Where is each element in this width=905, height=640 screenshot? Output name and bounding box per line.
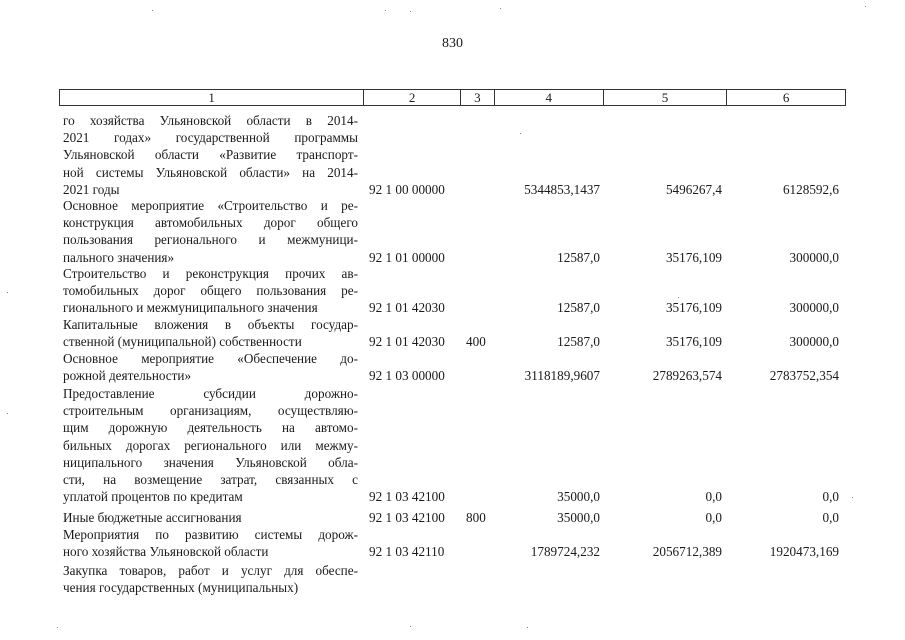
- scan-speck: [57, 627, 58, 628]
- scan-speck: [385, 10, 386, 11]
- amount-col5: 2789263,574: [652, 368, 722, 384]
- description-line: Закупка товаров, работ и услуг для обеспе-: [63, 563, 358, 578]
- description-line: Предоставление субсидии дорожно-: [63, 386, 358, 401]
- scan-speck: [152, 10, 153, 11]
- amount-col4: 12587,0: [557, 334, 600, 350]
- amount-col4: 3118189,9607: [524, 368, 600, 384]
- amount-col4: 35000,0: [557, 510, 600, 525]
- description-line: Основное мероприятие «Строительство и ре-: [63, 198, 358, 213]
- description-line: конструкция автомобильных дорог общего: [63, 215, 358, 231]
- amount-col4: 35000,0: [557, 489, 600, 505]
- column-header-3: 3: [461, 90, 495, 105]
- description-line: 2021 годы: [63, 181, 120, 197]
- amount-col5: 0,0: [705, 489, 722, 505]
- amount-col6: 1920473,169: [769, 544, 839, 560]
- amount-col6: 0,0: [822, 510, 839, 525]
- budget-code: 92 1 01 42030: [369, 300, 445, 316]
- row-description: [63, 265, 358, 317]
- description-line: гионального и межмуниципального значения: [63, 300, 318, 316]
- scan-speck: [520, 133, 521, 134]
- amount-col5: 2056712,389: [652, 544, 722, 560]
- row-description: [63, 316, 358, 350]
- page-number: 830: [442, 36, 463, 51]
- amount-col6: 0,0: [822, 489, 839, 505]
- row-description: [63, 509, 358, 526]
- description-line: щим дорожную деятельность на автомо-: [63, 420, 358, 436]
- amount-col6: 300000,0: [789, 249, 839, 265]
- description-line: ственной (муниципальной) собственности: [63, 334, 302, 350]
- scan-speck: [500, 8, 501, 9]
- row-description: [63, 562, 358, 596]
- column-header-6: 6: [782, 90, 790, 105]
- scan-speck: [7, 292, 8, 293]
- description-line: бильных дорогах регионального или межму-: [63, 437, 358, 453]
- budget-code: 92 1 03 42100: [369, 489, 445, 505]
- amount-col6: 2783752,354: [769, 368, 839, 384]
- budget-code: 92 1 01 42030: [369, 334, 445, 350]
- amount-col6: 300000,0: [789, 334, 839, 350]
- column-header-5: 5: [604, 90, 728, 105]
- description-line: го хозяйства Ульяновской области в 2014-: [63, 113, 358, 128]
- description-line: пользования регионального и межмуници-: [63, 232, 358, 248]
- amount-col5: 35176,109: [665, 334, 722, 350]
- amount-col4: 5344853,1437: [524, 181, 600, 197]
- description-line: ного хозяйства Ульяновской области: [63, 544, 269, 560]
- row-description: [63, 112, 358, 198]
- scan-speck: [7, 413, 8, 414]
- budget-code: 92 1 03 00000: [369, 368, 445, 384]
- description-line: ной системы Ульяновской области» на 2014-: [63, 164, 358, 180]
- scan-speck: [410, 11, 411, 12]
- amount-col6: 300000,0: [789, 300, 839, 316]
- description-line: Иные бюджетные ассигнования: [63, 510, 242, 525]
- row-description: [63, 350, 358, 384]
- budget-code: 92 1 03 42100: [369, 510, 445, 525]
- description-line: ниципального значения Ульяновской обла-: [63, 454, 358, 470]
- scan-speck: [527, 627, 528, 628]
- expense-type: 400: [466, 334, 486, 350]
- description-line: чения государственных (муниципальных): [63, 580, 299, 596]
- description-line: Строительство и реконструкция прочих ав-: [63, 266, 358, 281]
- row-description: [63, 197, 358, 266]
- scan-speck: [852, 497, 853, 498]
- scan-speck: [865, 6, 866, 7]
- budget-code: 92 1 00 00000: [369, 181, 445, 197]
- description-line: уплатой процентов по кредитам: [63, 489, 243, 505]
- amount-col5: 35176,109: [665, 249, 722, 265]
- amount-col4: 12587,0: [557, 300, 600, 316]
- budget-code: 92 1 01 00000: [369, 249, 445, 265]
- column-header-4: 4: [495, 90, 604, 105]
- budget-code: 92 1 03 42110: [369, 544, 445, 560]
- scan-speck: [410, 626, 411, 627]
- amount-col5: 35176,109: [665, 300, 722, 316]
- column-header-2: 2: [364, 90, 461, 105]
- amount-col5: 5496267,4: [665, 181, 722, 197]
- scan-speck: [678, 297, 679, 298]
- description-line: сти, на возмещение затрат, связанных с: [63, 472, 358, 488]
- description-line: рожной деятельности»: [63, 368, 192, 384]
- amount-col4: 12587,0: [557, 249, 600, 265]
- row-description: [63, 526, 358, 560]
- row-description: [63, 385, 358, 505]
- column-header-1: 1: [60, 90, 364, 105]
- expense-type: 800: [466, 510, 486, 525]
- description-line: Основное мероприятие «Обеспечение до-: [63, 351, 358, 366]
- description-line: пального значения»: [63, 249, 175, 265]
- amount-col5: 0,0: [705, 510, 722, 525]
- description-line: Мероприятия по развитию системы дорож-: [63, 527, 358, 542]
- amount-col6: 6128592,6: [782, 181, 839, 197]
- amount-col4: 1789724,232: [530, 544, 600, 560]
- description-line: томобильных дорог общего пользования ре-: [63, 283, 358, 299]
- description-line: 2021 годах» государственной программы: [63, 130, 358, 146]
- description-line: Ульяновской области «Развитие транспорт-: [63, 147, 358, 163]
- description-line: Капитальные вложения в объекты государ-: [63, 317, 358, 332]
- description-line: строительным организациям, осуществляю-: [63, 403, 358, 419]
